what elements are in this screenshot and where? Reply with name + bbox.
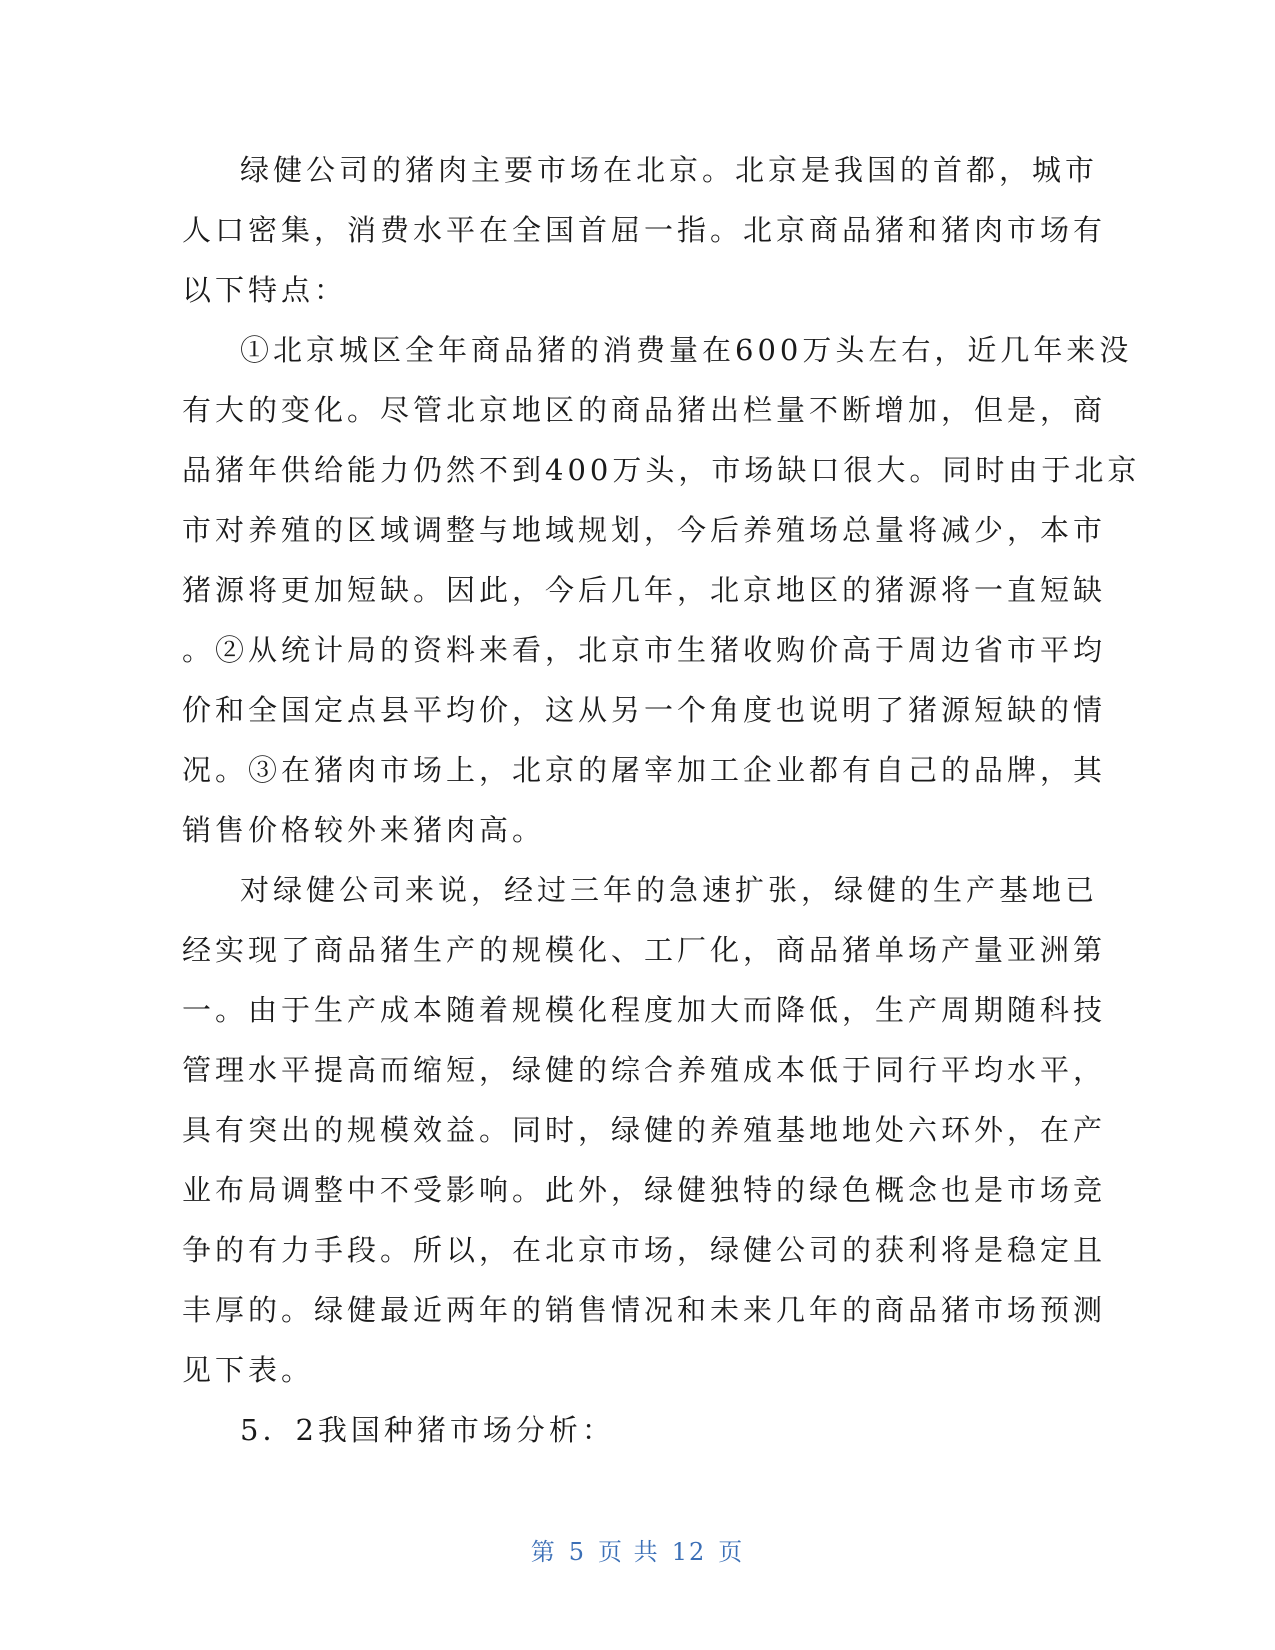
paragraph-line: 见下表。: [182, 1353, 315, 1387]
paragraph-line: 绿健公司的猪肉主要市场在北京。北京是我国的首都，城市: [240, 153, 1099, 187]
paragraph-line: 有大的变化。尽管北京地区的商品猪出栏量不断增加，但是，商: [182, 393, 1107, 427]
paragraph-line: 人口密集，消费水平在全国首屈一指。北京商品猪和猪肉市场有: [182, 213, 1107, 247]
paragraph-line: 销售价格较外来猪肉高。: [182, 813, 546, 847]
section-heading: 5．2我国种猪市场分析：: [240, 1413, 615, 1447]
paragraph-line: 品猪年供给能力仍然不到400万头，市场缺口很大。同时由于北京: [182, 453, 1141, 487]
footer-current-page: 5: [568, 1538, 587, 1566]
page-footer: [0, 1532, 1275, 1567]
paragraph-line: ①北京城区全年商品猪的消费量在600万头左右，近几年来没: [240, 333, 1133, 367]
paragraph-line: 对绿健公司来说，经过三年的急速扩张，绿健的生产基地已: [240, 873, 1099, 907]
paragraph-line: 争的有力手段。所以，在北京市场，绿健公司的获利将是稳定且: [182, 1233, 1107, 1267]
paragraph-line: 业布局调整中不受影响。此外，绿健独特的绿色概念也是市场竞: [182, 1173, 1107, 1207]
footer-prefix: 第: [530, 1538, 557, 1566]
paragraph-line: 具有突出的规模效益。同时，绿健的养殖基地地处六环外，在产: [182, 1113, 1107, 1147]
paragraph-line: 以下特点：: [182, 273, 348, 307]
paragraph-line: 价和全国定点县平均价，这从另一个角度也说明了猪源短缺的情: [182, 693, 1107, 727]
paragraph-line: 一。由于生产成本随着规模化程度加大而降低，生产周期随科技: [182, 993, 1107, 1027]
paragraph-line: 丰厚的。绿健最近两年的销售情况和未来几年的商品猪市场预测: [182, 1293, 1107, 1327]
paragraph-line: 市对养殖的区域调整与地域规划，今后养殖场总量将减少，本市: [182, 513, 1107, 547]
paragraph-line: 经实现了商品猪生产的规模化、工厂化，商品猪单场产量亚洲第: [182, 933, 1107, 967]
paragraph-line: 猪源将更加短缺。因此，今后几年，北京地区的猪源将一直短缺: [182, 573, 1107, 607]
paragraph-line: 。②从统计局的资料来看，北京市生猪收购价高于周边省市平均: [182, 633, 1107, 667]
footer-suffix: 页: [718, 1538, 745, 1566]
footer-middle: 页 共: [598, 1538, 660, 1566]
document-body: [182, 140, 1141, 1460]
paragraph-line: 管理水平提高而缩短，绿健的综合养殖成本低于同行平均水平，: [182, 1053, 1107, 1087]
footer-total-pages: 12: [671, 1538, 707, 1566]
paragraph-line: 况。③在猪肉市场上，北京的屠宰加工企业都有自己的品牌，其: [182, 753, 1107, 787]
